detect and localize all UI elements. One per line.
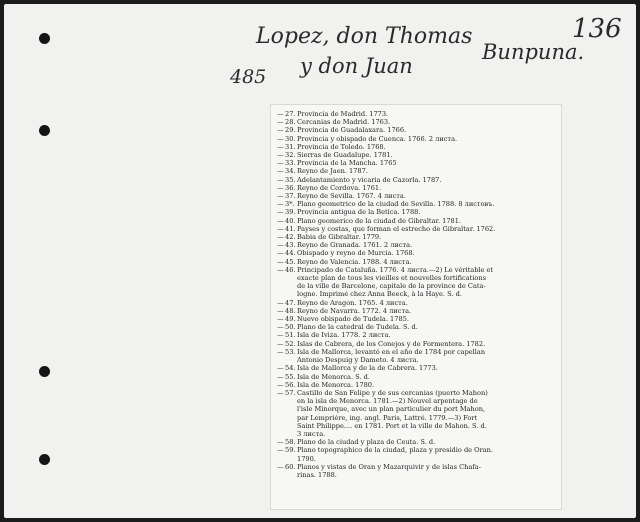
entry-line: Reyno de Jaen. 1787. [297,167,368,176]
entry-text [297,331,391,339]
entry-text [297,200,495,208]
entry-line: 1790. [297,454,316,463]
entry-number: 53. [285,347,296,356]
list-item [277,323,557,331]
entry-text [297,299,408,307]
entry-dash: — [277,315,284,324]
list-item [277,331,557,339]
entry-number: 39. [285,208,296,217]
entry-number: 44. [285,249,296,258]
handwritten-side-number: 485 [230,66,267,88]
entry-line: Saint Philippe.... en 1781. Port et la ville de Mahon. S. d. [297,421,487,430]
list-item [277,315,557,323]
entry-line: Isla de Iviza. 1778. 2 листа. [297,331,391,340]
entry-line: Plano de la catedral de Tudela. S. d. [297,323,418,332]
entry-line: Provincia de Guadalaxara. 1766. [297,126,407,135]
handwritten-label: Bunpuna. [482,40,585,64]
entry-text [297,266,493,299]
entry-text [297,159,397,167]
entry-number: 31. [285,142,296,151]
list-item [277,126,557,134]
entry-dash: — [277,249,284,258]
punch-hole [39,125,50,136]
entry-dash: — [277,339,284,348]
list-item [277,438,557,446]
entry-number: 37. [285,192,296,201]
list-item [277,192,557,200]
entry-text [297,438,435,446]
entry-number: 29. [285,126,296,135]
entry-text [297,348,485,364]
entry-line: Payses y costas, que forman el estrecho de Gibraltar. 1762. [297,224,496,233]
entry-line: Principado de Cataluña. 1776. 4 листа.—2) Le véritable et [297,265,494,274]
entry-number: 42. [285,233,296,242]
entry-dash: — [277,347,284,356]
entry-dash: — [277,151,284,160]
entry-number: 36. [285,183,296,192]
entry-dash: — [277,462,284,471]
entry-line: l'isle Minorque, avec un plan particulier du port Mahon, [297,405,486,414]
entry-line: rinas. 1788. [297,470,337,479]
entry-text [297,118,390,126]
list-item [277,135,557,143]
entry-number: 54. [285,364,296,373]
list-item [277,266,557,299]
entry-text [297,323,418,331]
list-item [277,389,557,438]
entry-number: 41. [285,224,296,233]
entry-text [297,307,411,315]
entry-dash: — [277,208,284,217]
entry-number: 56. [285,380,296,389]
entry-line: Antonio Despuig y Dameto. 4 листа. [297,356,419,365]
handwritten-corner-number: 136 [572,14,622,44]
entry-line: Plano geomerico de la ciudad de Gibraltar. 1781. [297,216,462,225]
entry-line: 3 листа. [297,429,326,438]
list-item [277,463,557,479]
list-item [277,446,557,462]
entry-dash: — [277,233,284,242]
entry-text [297,381,374,389]
entry-dash: — [277,126,284,135]
entry-line: Provincia de Toledo. 1768. [297,142,386,151]
list-item [277,200,557,208]
punch-hole [39,33,50,44]
entry-line: Obispado y reyno de Murcia. 1768. [297,249,415,258]
entry-dash: — [277,159,284,168]
list-item [277,208,557,216]
entry-number: 33. [285,159,296,168]
entry-line: Reyno de Granada. 1761. 2 листа. [297,241,413,250]
entry-line: Sierras de Guadalupe. 1781. [297,151,393,160]
entry-dash: — [277,306,284,315]
entry-line: Isla de Mallorca, levantó en el año de 1784 por capellan [297,347,486,356]
entry-dash: — [277,224,284,233]
entry-dash: — [277,331,284,340]
entry-number: 34. [285,167,296,176]
entry-line: Provincia y obispado de Cuenca. 1766. 2 листа. [297,134,458,143]
entry-number: 59. [285,446,296,455]
entry-number: 30. [285,134,296,143]
entry-line: en la isla de Menorca. 1781.—2) Nouvel arpentage de [297,397,478,406]
entry-line: Isla de Menorca. S. d. [297,372,370,381]
entry-number: 60. [285,462,296,471]
entry-dash: — [277,110,284,118]
entry-text [297,463,481,479]
entry-dash: — [277,265,284,274]
entry-line: Planos y vistas de Oran y Mazarquivir y de islas Chafa- [297,462,481,471]
entry-text [297,364,438,372]
entry-number: 57. [285,388,296,397]
list-item [277,151,557,159]
entry-line: Islas de Cabrera, de los Conejos y de Formentera. 1782. [297,339,486,348]
entry-text [297,151,393,159]
entry-line: exacte plan de tous les vieilles et nouvelles fortifications [297,274,487,283]
entry-dash: — [277,200,284,209]
entry-number: 52. [285,339,296,348]
entry-dash: — [277,142,284,151]
entry-line: Reyno de Valencia. 1788. 4 листа. [297,257,412,266]
entry-line: Plano de la ciudad y plaza de Ceuta. S. d. [297,438,436,447]
list-item [277,373,557,381]
entry-text [297,192,406,200]
entry-line: Provincia de Madrid. 1773. [297,110,389,118]
entry-text [297,249,415,257]
list-item [277,110,557,118]
list-item [277,167,557,175]
entry-line: Plano geometrico de la ciudad de Sevilla. 1788. 8 листовъ. [297,200,495,209]
list-item [277,233,557,241]
entry-dash: — [277,192,284,201]
list-item [277,381,557,389]
entry-number: 55. [285,372,296,381]
entry-line: Provincia antigua de la Betica. 1788. [297,208,421,217]
entry-line: par Lempriére, ing. angl. Paris, Lattré. 1779.—3) Fort [297,413,478,422]
list-item [277,364,557,372]
list-item [277,249,557,257]
entry-number: 58. [285,438,296,447]
entry-number: 47. [285,298,296,307]
handwritten-name-line1: Lopez, don Thomas [256,24,473,49]
entry-line: Reyno de Sevilla. 1767. 4 листа. [297,192,406,201]
list-item [277,118,557,126]
list-item [277,299,557,307]
entry-number: 48. [285,306,296,315]
entry-dash: — [277,134,284,143]
entry-number: 35. [285,175,296,184]
entry-list [277,110,557,479]
entry-line: de la ville de Barcelone, capitale de la province de Cata- [297,282,486,291]
entry-text [297,217,461,225]
entry-dash: — [277,388,284,397]
entry-dash: — [277,175,284,184]
entry-number: 27. [285,110,296,118]
entry-number: 46. [285,265,296,274]
entry-number: 45. [285,257,296,266]
punch-hole [39,454,50,465]
list-item [277,176,557,184]
printed-clipping [270,104,562,510]
entry-dash: — [277,372,284,381]
entry-line: Isla de Menorca. 1780. [297,380,375,389]
list-item [277,225,557,233]
entry-dash: — [277,241,284,250]
list-item [277,184,557,192]
entry-text [297,126,406,134]
list-item [277,241,557,249]
entry-dash: — [277,257,284,266]
entry-line: Plano topographico de la ciudad, plaza y presidio de Oran. [297,446,494,455]
entry-number: 50. [285,323,296,332]
list-item [277,143,557,151]
entry-line: Reyno de Aragon. 1765. 4 листа. [297,298,408,307]
entry-text [297,233,381,241]
entry-dash: — [277,446,284,455]
entry-line: Reyno de Navarra. 1772. 4 листа. [297,306,412,315]
entry-text [297,373,370,381]
entry-text [297,241,412,249]
list-item [277,258,557,266]
entry-line: Babia de Gibraltar. 1779. [297,233,382,242]
entry-text [297,208,420,216]
entry-line: Castillo de San Felipe y de sus cercanias (puerto Mahon) [297,388,488,397]
entry-number: 43. [285,241,296,250]
catalog-card [4,4,636,518]
entry-text [297,315,409,323]
entry-text [297,135,457,143]
entry-line: Reyno de Cordova. 1761. [297,183,382,192]
entry-text [297,389,488,438]
entry-line: Cercanias de Madrid. 1763. [297,118,391,127]
entry-text [297,340,485,348]
entry-text [297,446,493,462]
entry-number: 49. [285,315,296,324]
list-item [277,307,557,315]
entry-dash: — [277,167,284,176]
entry-number: 51. [285,331,296,340]
entry-text [297,258,412,266]
entry-number: 32. [285,151,296,160]
list-item [277,217,557,225]
entry-number: 3*. [285,200,295,209]
entry-dash: — [277,183,284,192]
entry-text [297,167,368,175]
entry-line: Provincia de la Mancha. 1765 [297,159,397,168]
entry-number: 28. [285,118,296,127]
list-item [277,348,557,364]
entry-dash: — [277,380,284,389]
entry-line: Adelantamiento y vicaria de Cazorla. 1787. [297,175,442,184]
entry-dash: — [277,438,284,447]
entry-text [297,176,441,184]
entry-dash: — [277,364,284,373]
entry-line: Nuevo obispado de Tudela. 1785. [297,315,409,324]
entry-line: logne. Imprimé chez Anna Beeck, à la Haye. S. d. [297,290,462,299]
entry-dash: — [277,323,284,332]
entry-dash: — [277,216,284,225]
entry-dash: — [277,298,284,307]
entry-text [297,110,388,118]
entry-dash: — [277,118,284,127]
entry-text [297,225,495,233]
entry-line: Isla de Mallorca y de la de Cabrera. 1773. [297,364,438,373]
punch-hole [39,366,50,377]
list-item [277,340,557,348]
handwritten-name-line2: y don Juan [300,54,413,78]
list-item [277,159,557,167]
entry-text [297,143,386,151]
entry-number: 40. [285,216,296,225]
entry-text [297,184,381,192]
